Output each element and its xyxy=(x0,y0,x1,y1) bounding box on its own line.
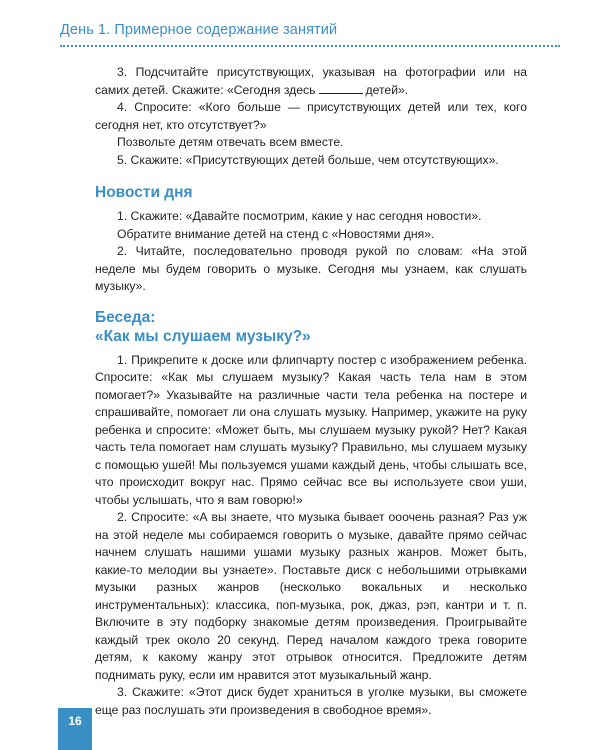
heading-line-1: Беседа: xyxy=(95,308,156,326)
header-dotted-rule xyxy=(60,45,560,47)
paragraph-news-2: Обратите внимание детей на стенд с «Новостями дня». xyxy=(117,226,435,241)
paragraph-talk-2: 2. Спросите: «А вы знаете, что музыка бывает ооочень разная? Раз уж на этой неделе мы собираемся говорить о музыке, давайте прямо сейчас начнем слушать нашими ушами музыку разных жанров. Может быть, какие-то мелодии вы узнаете». Поставьте диск с небольшими отрывками музыки разных жанров (несколько вокальных и несколько инструментальных): классика, поп-музыка, рок, джаз, рэп, кантри и т. п. Включите в эту подборку знакомые детям произведения. Проигрывайте каждый трек около 20 секунд. Перед началом каждого трека говорите детям, к какому жанру этот отрывок относится. Предложите детям поднимать руку, если им нравится этот музыкальный жанр. xyxy=(95,510,527,682)
paragraph-conclusion: 5. Скажите: «Присутствующих детей больше, чем отсутствующих». xyxy=(117,152,499,167)
running-head: День 1. Примерное содержание занятий xyxy=(60,22,338,38)
paragraph-text: 3. Подсчитайте присутствующих, указывая на фотографии или на самих детей. Скажите: «Сегодня здесь xyxy=(95,65,527,97)
paragraph-news-1: 1. Скажите: «Давайте посмотрим, какие у нас сегодня новости». xyxy=(117,209,482,223)
heading-line-2: «Как мы слушаем музыку?» xyxy=(95,327,311,345)
page-content xyxy=(95,64,527,719)
page-number: 16 xyxy=(68,714,82,728)
paragraph-talk-1: 1. Прикрепите к доске или флипчарту постер с изображением ребенка. Спросите: «Как мы слушаем музыку? Какая часть тела нам в этом помогает?» Указывайте на различные части тела ребенка на постере и спрашивайте, помогает ли она слушать музыку. Например, укажите на руку ребенка и спросите: «Может быть, мы слушаем музыку рукой? Нет? Какая часть тела помогает нам слушать музыку? Правильно, мы слушаем музыку с помощью ушей! Мы пользуемся ушами каждый день, чтобы слышать все, что происходит вокруг нас. Прямо сейчас все вы используете свои уши, чтобы услышать, что я вам говорю!» xyxy=(95,352,527,507)
section-heading-talk xyxy=(95,308,527,346)
paragraph-talk-3: 3. Скажите: «Этот диск будет храниться в уголке музыки, вы сможете еще раз послушать эти произведения в свободное время». xyxy=(95,685,527,717)
paragraph-news-3: 2. Читайте, последовательно проводя рукой по словам: «На этой неделе мы будем говорить о музыке. Сегодня мы узнаем, как слушать музыку». xyxy=(95,244,527,293)
paragraph-answer-note: Позвольте детям отвечать всем вместе. xyxy=(117,135,344,149)
paragraph-count-children xyxy=(95,64,527,99)
section-heading-news: Новости дня xyxy=(95,184,193,201)
fill-in-blank xyxy=(319,83,363,94)
paragraph-text-end: детей». xyxy=(365,82,409,97)
page-number-tab xyxy=(58,708,92,750)
paragraph-question: 4. Спросите: «Кого больше — присутствующих детей или тех, кого сегодня нет, кто отсутствует?» xyxy=(95,100,527,132)
